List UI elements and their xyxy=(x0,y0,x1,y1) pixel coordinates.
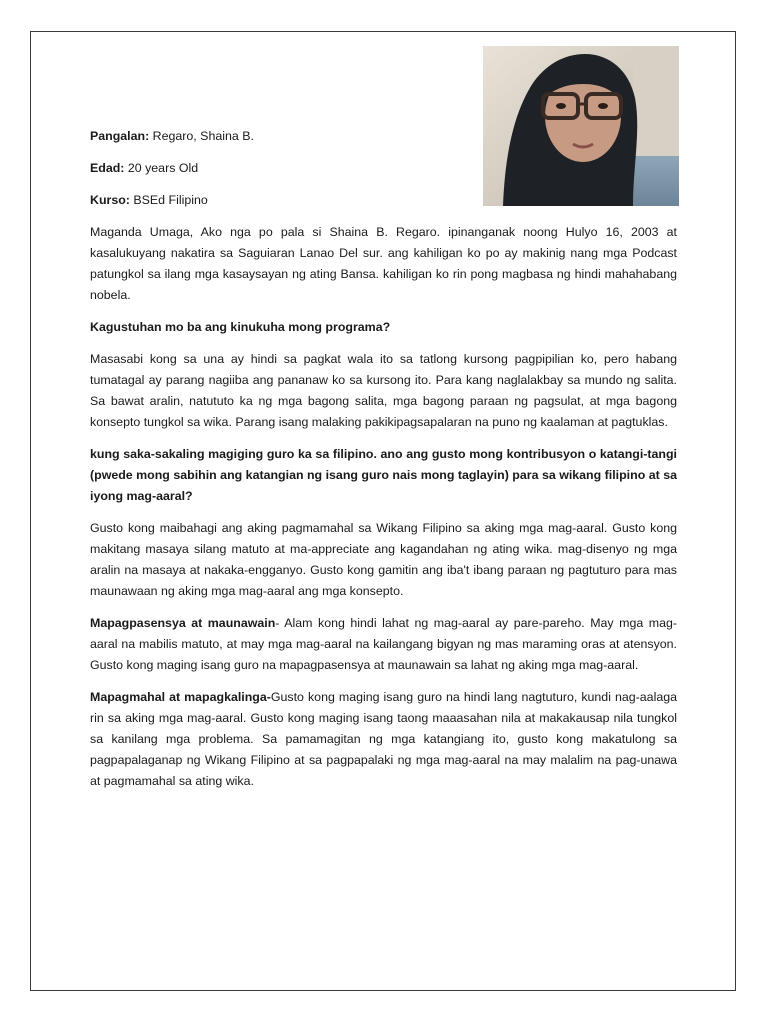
trait-1-paragraph xyxy=(90,613,677,676)
age-field xyxy=(90,158,677,179)
course-value: BSEd Filipino xyxy=(129,193,208,207)
answer-2: Gusto kong maibahagi ang aking pagmamahal sa Wikang Filipino sa aking mga mag-aaral. Gusto kong makitang masaya silang matuto at ma-appreciate ang kagandahan ng ating wika. mag-disenyo ng mga aralin na masaya at nakaka-engganyo. Gusto kong gamitin ang iba't ibang paraan ng pagtuturo para mas maunawaan ng aking mga mag-aaral ang mga konsepto. xyxy=(90,521,677,598)
question-2: kung saka-sakaling magiging guro ka sa filipino. ano ang gusto mong kontribusyon o katangi-tangi (pwede mong sabihin ang katangian ng isang guro nais mong taglayin) para sa wikang filipino at sa iyong mag-aaral? xyxy=(90,447,677,503)
trait-1-title: Mapagpasensya at maunawain xyxy=(90,616,276,630)
age-label: Edad: xyxy=(90,161,125,175)
name-field xyxy=(90,126,677,147)
document-content xyxy=(90,126,677,803)
intro-paragraph: Maganda Umaga, Ako nga po pala si Shaina B. Regaro. ipinanganak noong Hulyo 16, 2003 at kasalukuyang nakatira sa Saguiaran Lanao Del sur. ang kahiligan ko po ay makinig nang mga Podcast patungkol sa ilang mga kasaysayan ng ating Bansa. kahiligan ko rin pong magbasa ng hindi mahahabang nobela. xyxy=(90,225,677,302)
answer-1: Masasabi kong sa una ay hindi sa pagkat wala ito sa tatlong kursong pagpipilian ko, pero habang tumatagal ay parang nagiiba ang pananaw ko sa kursong ito. Para kang naglalakbay sa mundo ng salita. Sa bawat aralin, natututo ka ng mga bagong salita, mga bagong paraan ng pagsulat, at mga bagong konsepto tungkol sa wika. Parang isang malaking pakikipagsapalaran na puno ng kaalaman at pagtuklas. xyxy=(90,352,677,429)
age-value: 20 years Old xyxy=(124,161,199,175)
course-label: Kurso: xyxy=(90,193,130,207)
trait-2-text: Gusto kong maging isang guro na hindi lang nagtuturo, kundi nag-aalaga rin sa aking mga mag-aaral. Gusto kong maging isang taong maaasahan nila at makakausap nila tungkol sa kanilang mga problema. Sa pamamagitan ng mga katangiang ito, gusto kong makatulong sa pagpapalaganap ng Wikang Filipino at sa pagpapalaki ng mga mag-aaral na may malalim na pag-unawa at pagmamahal sa ating wika. xyxy=(90,690,677,788)
name-label: Pangalan: xyxy=(90,129,150,143)
trait-2-title: Mapagmahal at mapagkalinga- xyxy=(90,690,271,704)
course-field xyxy=(90,190,677,211)
question-1: Kagustuhan mo ba ang kinukuha mong programa? xyxy=(90,320,391,334)
trait-2-paragraph xyxy=(90,687,677,792)
name-value: Regaro, Shaina B. xyxy=(149,129,254,143)
trait-1-text: - Alam kong hindi lahat ng mag-aaral ay pare-pareho. May mga mag-aaral na mabilis matuto, at may mga mag-aaral na kailangang bigyan ng mas maraming oras at atensyon. Gusto kong maging isang guro na mapagpasensya at maunawain sa lahat ng aking mga mag-aaral. xyxy=(90,616,677,672)
